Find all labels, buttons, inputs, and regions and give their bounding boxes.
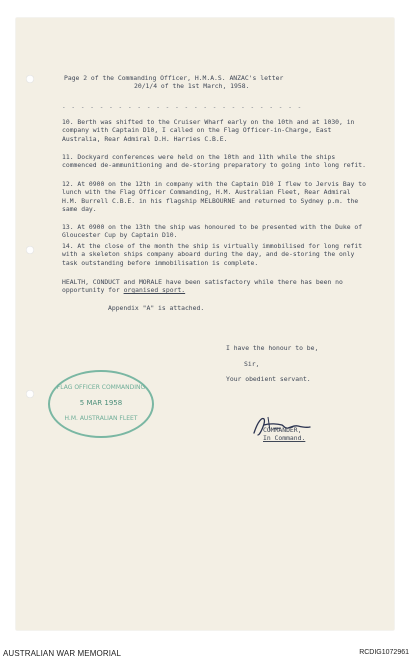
- paragraph-14: 14. At the close of the month the ship is virtually immobilised for long refit with a skeleton ships company aboard during the day, and de-storing the only task outstanding before immobilisation is complete.: [62, 242, 363, 267]
- punch-hole: [26, 75, 34, 83]
- stamp-bottom-text: H.M. AUSTRALIAN FLEET: [64, 415, 138, 422]
- paragraph-12: 12. At 0900 on the 12th in company with the Captain D10 I flew to Jervis Bay to lunch with the Flag Officer Commanding, H.M. Australian Fleet, Rear Admiral H.M. Burrell C.B.E. in his flagship MELBOURNE and returned to Sydney p.m. the same day.: [62, 180, 366, 214]
- separator-line: - - - - - - - - - - - - - - - - - - - - - - - - - -: [62, 104, 303, 111]
- signoff-rank: COMMANDER,: [263, 426, 302, 434]
- stamp-top-text: FLAG OFFICER COMMANDING: [56, 384, 146, 391]
- punch-hole: [26, 246, 34, 254]
- paragraph-10: 10. Berth was shifted to the Cruiser Wharf early on the 10th and at 1030, in company with Captain D10, I called on the Flag Officer-in-Charge, East Australia, Rear Admiral D.H. Harries C.B.E.: [62, 118, 355, 143]
- closing-servant: Your obedient servant.: [226, 375, 311, 383]
- header-line1: Page 2 of the Commanding Officer, H.M.A.S. ANZAC's letter: [64, 74, 284, 82]
- health-paragraph: [62, 278, 367, 295]
- document-page: [16, 18, 394, 630]
- page-header: [64, 74, 283, 91]
- paragraph-11: 11. Dockyard conferences were held on the 10th and 11th while the ships commenced de-ammunitioning and de-storing preparatory to going into long refit.: [62, 153, 366, 170]
- signoff-role: In Command.: [263, 434, 306, 442]
- header-line2: 20/1/4 of the 1st March, 1958.: [134, 82, 250, 91]
- record-id: RCDIG1072961: [359, 649, 409, 656]
- appendix-note: Appendix "A" is attached.: [108, 304, 205, 312]
- institution-label: AUSTRALIAN WAR MEMORIAL: [3, 649, 122, 658]
- closing-honour: I have the honour to be,: [226, 344, 319, 352]
- paragraph-13: 13. At 0900 on the 13th the ship was honoured to be presented with the Duke of Gloucester Cup by Captain D10.: [62, 223, 363, 240]
- punch-hole: [26, 390, 34, 398]
- health-text: HEALTH, CONDUCT and MORALE have been satisfactory while there has been no opportunity for: [62, 278, 343, 295]
- closing-sir: Sir,: [244, 360, 260, 368]
- received-stamp: [48, 370, 154, 438]
- health-underlined: organised sport.: [123, 286, 186, 295]
- stamp-date: 5 MAR 1958: [79, 399, 123, 407]
